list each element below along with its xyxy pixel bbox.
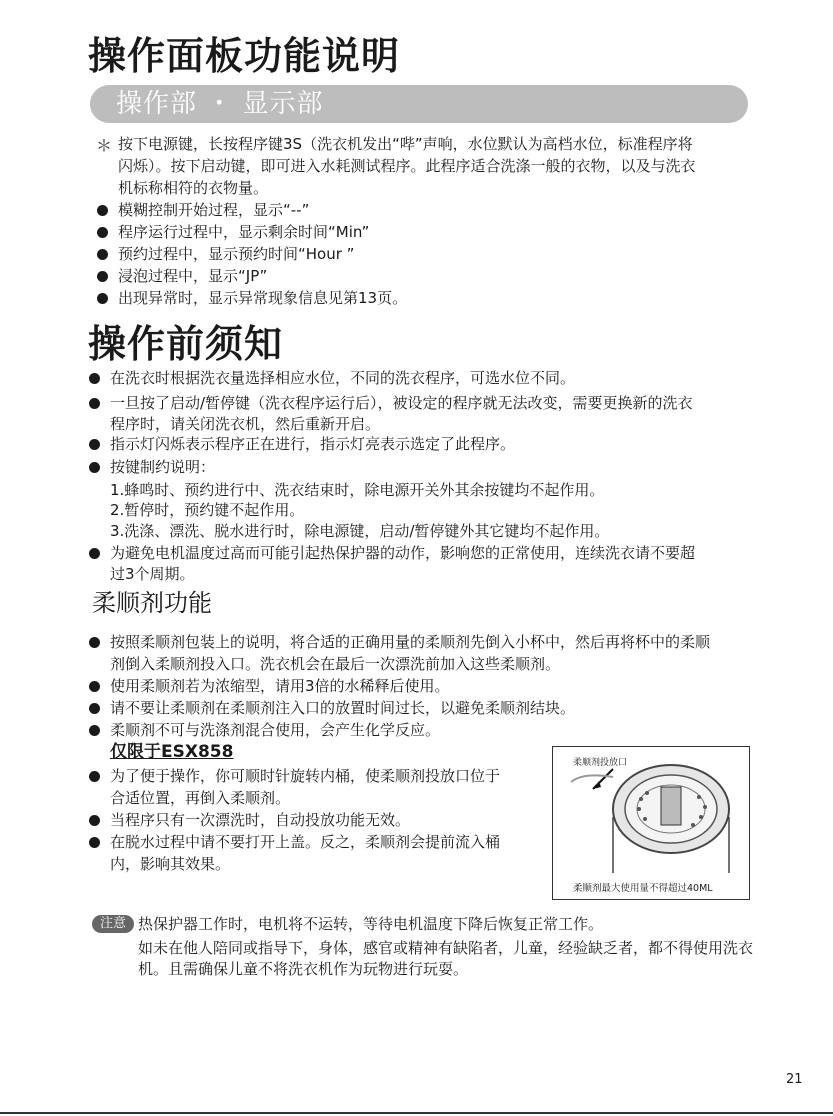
- note-badge: 注意: [92, 915, 134, 933]
- intro-line: 按下电源键，长按程序键3S（洗衣机发出“哔”声响，水位默认为高档水位，标准程序将: [118, 135, 693, 153]
- intro-line: 闪烁）。按下启动键，即可进入水耗测试程序。此程序适合洗涤一般的衣物，以及与洗衣: [118, 157, 696, 175]
- key-rule-line: 1.蜂鸣时、预约进行中、洗衣结束时，除电源开关外其余按键均不起作用。: [110, 481, 605, 499]
- softener-item: 请不要让柔顺剂在柔顺剂注入口的放置时间过长，以避免柔顺剂结块。: [110, 699, 576, 717]
- model-heading: 仅限于ESX858: [110, 742, 234, 762]
- model-continuation: 内，影响其效果。: [110, 855, 231, 873]
- notice-continuation: 过3个周期。: [110, 565, 195, 583]
- model-continuation: 合适位置，再倒入柔顺剂。: [110, 789, 291, 807]
- intro-line: 机标称相符的衣物量。: [118, 179, 269, 197]
- notice-continuation: 程序时，请关闭洗衣机，然后重新开启。: [110, 415, 381, 433]
- note-line: 如未在他人陪同或指导下，身体，感官或精神有缺陷者，儿童，经验缺乏者，都不得使用洗衣: [138, 939, 754, 957]
- notice-item: 指示灯闪烁表示程序正在进行，指示灯亮表示选定了此程序。: [110, 435, 516, 453]
- key-rule-line: 3.洗涤、漂洗、脱水进行时，除电源键，启动/暂停键外其它键均不起作用。: [110, 522, 610, 540]
- figure-bottom-caption: 柔顺剂最大使用量不得超过40ML: [573, 883, 713, 894]
- notice-item: 一旦按了启动/暂停键（洗衣程序运行后），被设定的程序就无法改变，需要更换新的洗衣: [110, 394, 693, 412]
- figure-top-caption: 柔顺剂投放口: [573, 758, 628, 768]
- key-rule-line: 2.暂停时，预约键不起作用。: [110, 501, 305, 519]
- model-item: 当程序只有一次漂洗时，自动投放功能无效。: [110, 811, 411, 829]
- banner-label: 操作部 ・ 显示部: [116, 89, 324, 119]
- softener-continuation: 剂倒入柔顺剂投入口。洗衣机会在最后一次漂洗前加入这些柔顺剂。: [110, 655, 561, 673]
- notice-item: 在洗衣时根据洗衣量选择相应水位，不同的洗衣程序，可选水位不同。: [110, 369, 576, 387]
- display-item: 出现异常时，显示异常现象信息见第13页。: [118, 289, 408, 307]
- page-title: 操作面板功能说明: [88, 34, 401, 78]
- display-item: 预约过程中，显示预约时间“Hour ”: [118, 245, 355, 263]
- softener-item: 按照柔顺剂包装上的说明，将合适的正确用量的柔顺剂先倒入小杯中，然后再将杯中的柔顺: [110, 633, 711, 651]
- note-line: 热保护器工作时，电机将不运转，等待电机温度下降后恢复正常工作。: [138, 915, 604, 933]
- softener-item: 使用柔顺剂若为浓缩型，请用3倍的水稀释后使用。: [110, 677, 450, 695]
- notice-item: 为避免电机温度过高而可能引起热保护器的动作，影响您的正常使用，连续洗衣请不要超: [110, 544, 696, 562]
- display-item: 模糊控制开始过程，显示“--”: [118, 201, 310, 219]
- footer-rule: [0, 1112, 833, 1114]
- softener-item: 柔顺剂不可与洗涤剂混合使用，会产生化学反应。: [110, 721, 441, 739]
- model-item: 为了便于操作，你可顺时针旋转内桶，使柔顺剂投放口位于: [110, 767, 501, 785]
- display-item: 程序运行过程中，显示剩余时间“Min”: [118, 223, 370, 241]
- softener-inlet-figure: [552, 746, 750, 900]
- model-item: 在脱水过程中请不要打开上盖。反之，柔顺剂会提前流入桶: [110, 833, 501, 851]
- notice-item: 按键制约说明：: [110, 458, 216, 476]
- note-line: 机。且需确保儿童不将洗衣机作为玩物进行玩耍。: [138, 960, 469, 978]
- asterisk-icon: ＊: [96, 136, 113, 155]
- softener-heading: 柔顺剂功能: [92, 589, 212, 617]
- section-title: 操作前须知: [88, 322, 284, 366]
- section-banner: [90, 85, 748, 123]
- page-number: 21: [786, 1072, 803, 1087]
- display-item: 浸泡过程中，显示“JP”: [118, 267, 268, 285]
- washer-drum-illustration: [553, 747, 749, 899]
